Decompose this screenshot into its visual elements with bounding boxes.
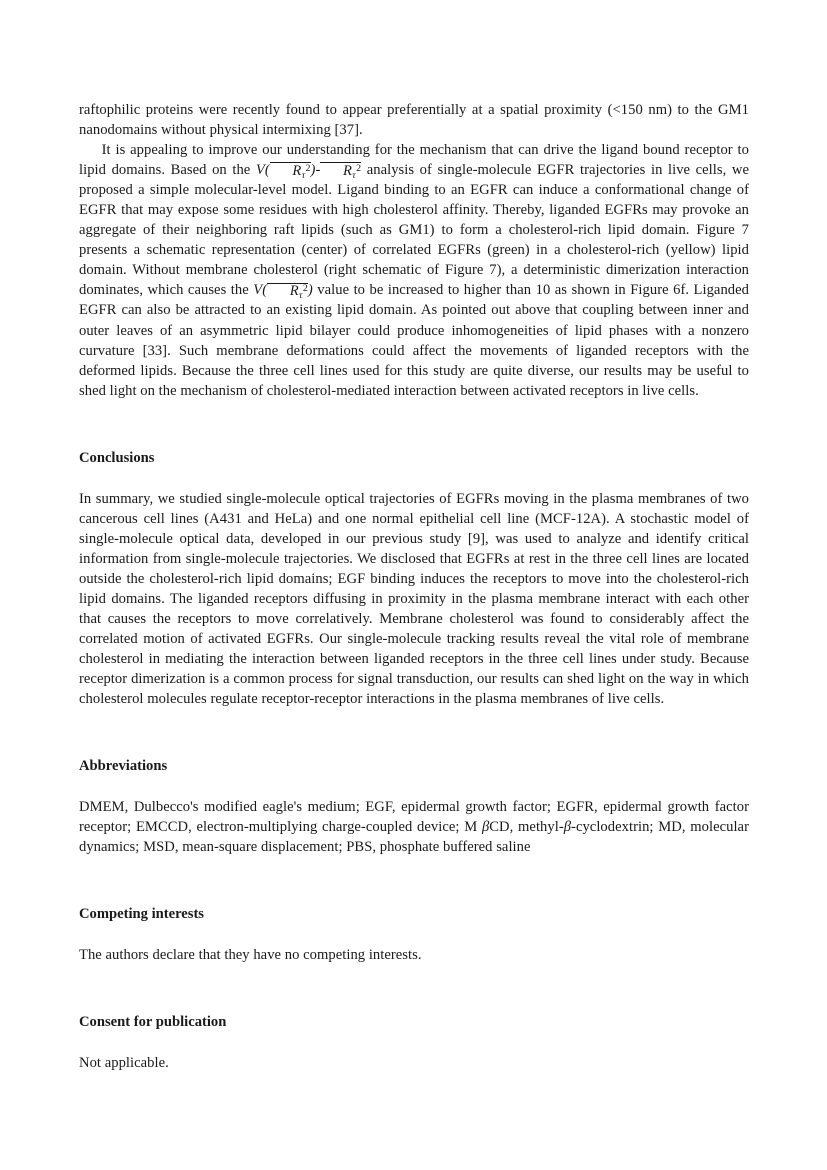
math-close-paren: ) [310,162,316,179]
math-r-symbol-3: R [289,283,299,300]
section-body-consent-for-publication: Not applicable. [79,1055,169,1072]
math-v-symbol: V [255,162,265,179]
math-minus-sign: - [315,162,321,179]
math-r-symbol: R [292,163,302,180]
spacer [79,468,749,489]
spacer [79,1032,749,1053]
paragraph-continuation: raftophilic proteins were recently found to appear preferentially at a spatial proximity (<150 nm) to the GM1 nanodomains without physical intermixing [37]. [79,102,749,139]
math-overlined-rtau-squared-1 [270,162,311,181]
spacer [79,924,749,945]
math-expression-v-rtau [253,282,313,302]
abbreviations-text-b: CD, methyl- [489,819,564,836]
math-r-subscript-tau-3: τ [298,290,303,302]
section-heading-abbreviations: Abbreviations [79,758,168,775]
spacer [79,776,749,797]
spacer [79,401,749,448]
beta-symbol-2: β [563,819,572,836]
spacer [79,709,749,756]
math-r-subscript-tau: τ [301,169,306,181]
paragraph-discussion [79,140,749,401]
paragraph-discussion-text-b: analysis of single-molecule EGFR trajectories in live cells, we proposed a simple molecular-level model. Ligand binding to an EGFR can induce a conformational change of EGFR that may expose some residues with high cholesterol affinity. Thereby, liganded EGFRs may provoke an aggregate of their neighboring raft lipids (such as GM1) to form a cholesterol-rich lipid domain. Figure 7 presents a schematic representation (center) of correlated EGFRs (green) in a cholesterol-rich (yellow) lipid domain. Without membrane cholesterol (right schematic of Figure 7), a deterministic dimerization interaction dominates, which causes the [79,162,749,299]
section-body-abbreviations [79,797,749,857]
math-v-symbol-3: V [253,282,263,299]
math-r-superscript-two-3: 2 [302,283,308,295]
abbreviations-text-a: DMEM, Dulbecco's modified eagle's medium; EGF, epidermal growth factor; EGFR, epidermal growth factor receptor; EMCCD, electron-multiplying charge-coupled device; M [79,799,749,836]
math-expression-v-rtau-minus-rtau [255,162,362,181]
paragraph-discussion-text-a: It is appealing to improve our understanding for the mechanism that can drive the ligand bound receptor to lipid domains. Based on the [79,142,749,179]
paragraph-discussion-text-c: value to be increased to higher than 10 as shown in Figure 6f. Liganded EGFR can also be attracted to an existing lipid domain. As pointed out above that coupling between inner and outer leaves of an asymmetric lipid bilayer could produce inhomogeneities of lipid phases with a nonzero curvature [33]. Such membrane deformations could affect the movements of liganded receptors with the deformed lipids. Because the three cell lines used for this study are quite diverse, our results may be useful to shed light on the mechanism of cholesterol-mediated interaction between activated receptors in live cells. [79,282,749,399]
spacer [79,965,749,1012]
page-content [79,100,749,1073]
section-heading-competing-interests: Competing interests [79,906,204,923]
section-heading-consent-for-publication: Consent for publication [79,1014,227,1031]
math-r-subscript-tau-2: τ [352,169,356,181]
section-heading-conclusions: Conclusions [79,449,155,466]
spacer [79,857,749,904]
abbreviations-text-c: -cyclodextrin; MD, molecular dynamics; MSD, mean-square displacement; PBS, phosphate buffered saline [79,819,749,856]
section-body-competing-interests: The authors declare that they have no competing interests. [79,947,422,964]
math-open-paren: ( [264,162,270,179]
math-overlined-rtau-squared-3 [267,283,308,302]
math-r-symbol-2: R [342,163,352,180]
math-close-paren-3: ) [307,282,313,299]
beta-symbol-1: β [481,819,490,836]
math-r-superscript-two-2: 2 [356,162,362,174]
section-body-conclusions: In summary, we studied single-molecule optical trajectories of EGFRs moving in the plasma membranes of two cancerous cell lines (A431 and HeLa) and one normal epithelial cell line (MCF-12A). A stochastic model of single-molecule optical data, developed in our previous study [9], was used to analyze and identify critical information from single-molecule trajectories. We disclosed that EGFRs at rest in the three cell lines are located outside the cholesterol-rich lipid domains; EGF binding induces the receptors to move into the cholesterol-rich lipid domains. The liganded receptors diffusing in proximity in the plasma membrane interact with each other that causes the receptors to move correlatively. Membrane cholesterol was found to considerably affect the correlated motion of activated EGFRs. Our single-molecule tracking results reveal the vital role of membrane cholesterol in mediating the interaction between liganded receptors in the three cell lines under study. Because receptor dimerization is a common process for signal transduction, our results can shed light on the way in which cholesterol molecules regulate receptor-receptor interactions in the plasma membranes of live cells. [79,490,749,708]
math-open-paren-3: ( [262,282,268,299]
math-overlined-rtau-squared-2 [320,162,361,181]
math-r-superscript-two: 2 [305,162,311,174]
